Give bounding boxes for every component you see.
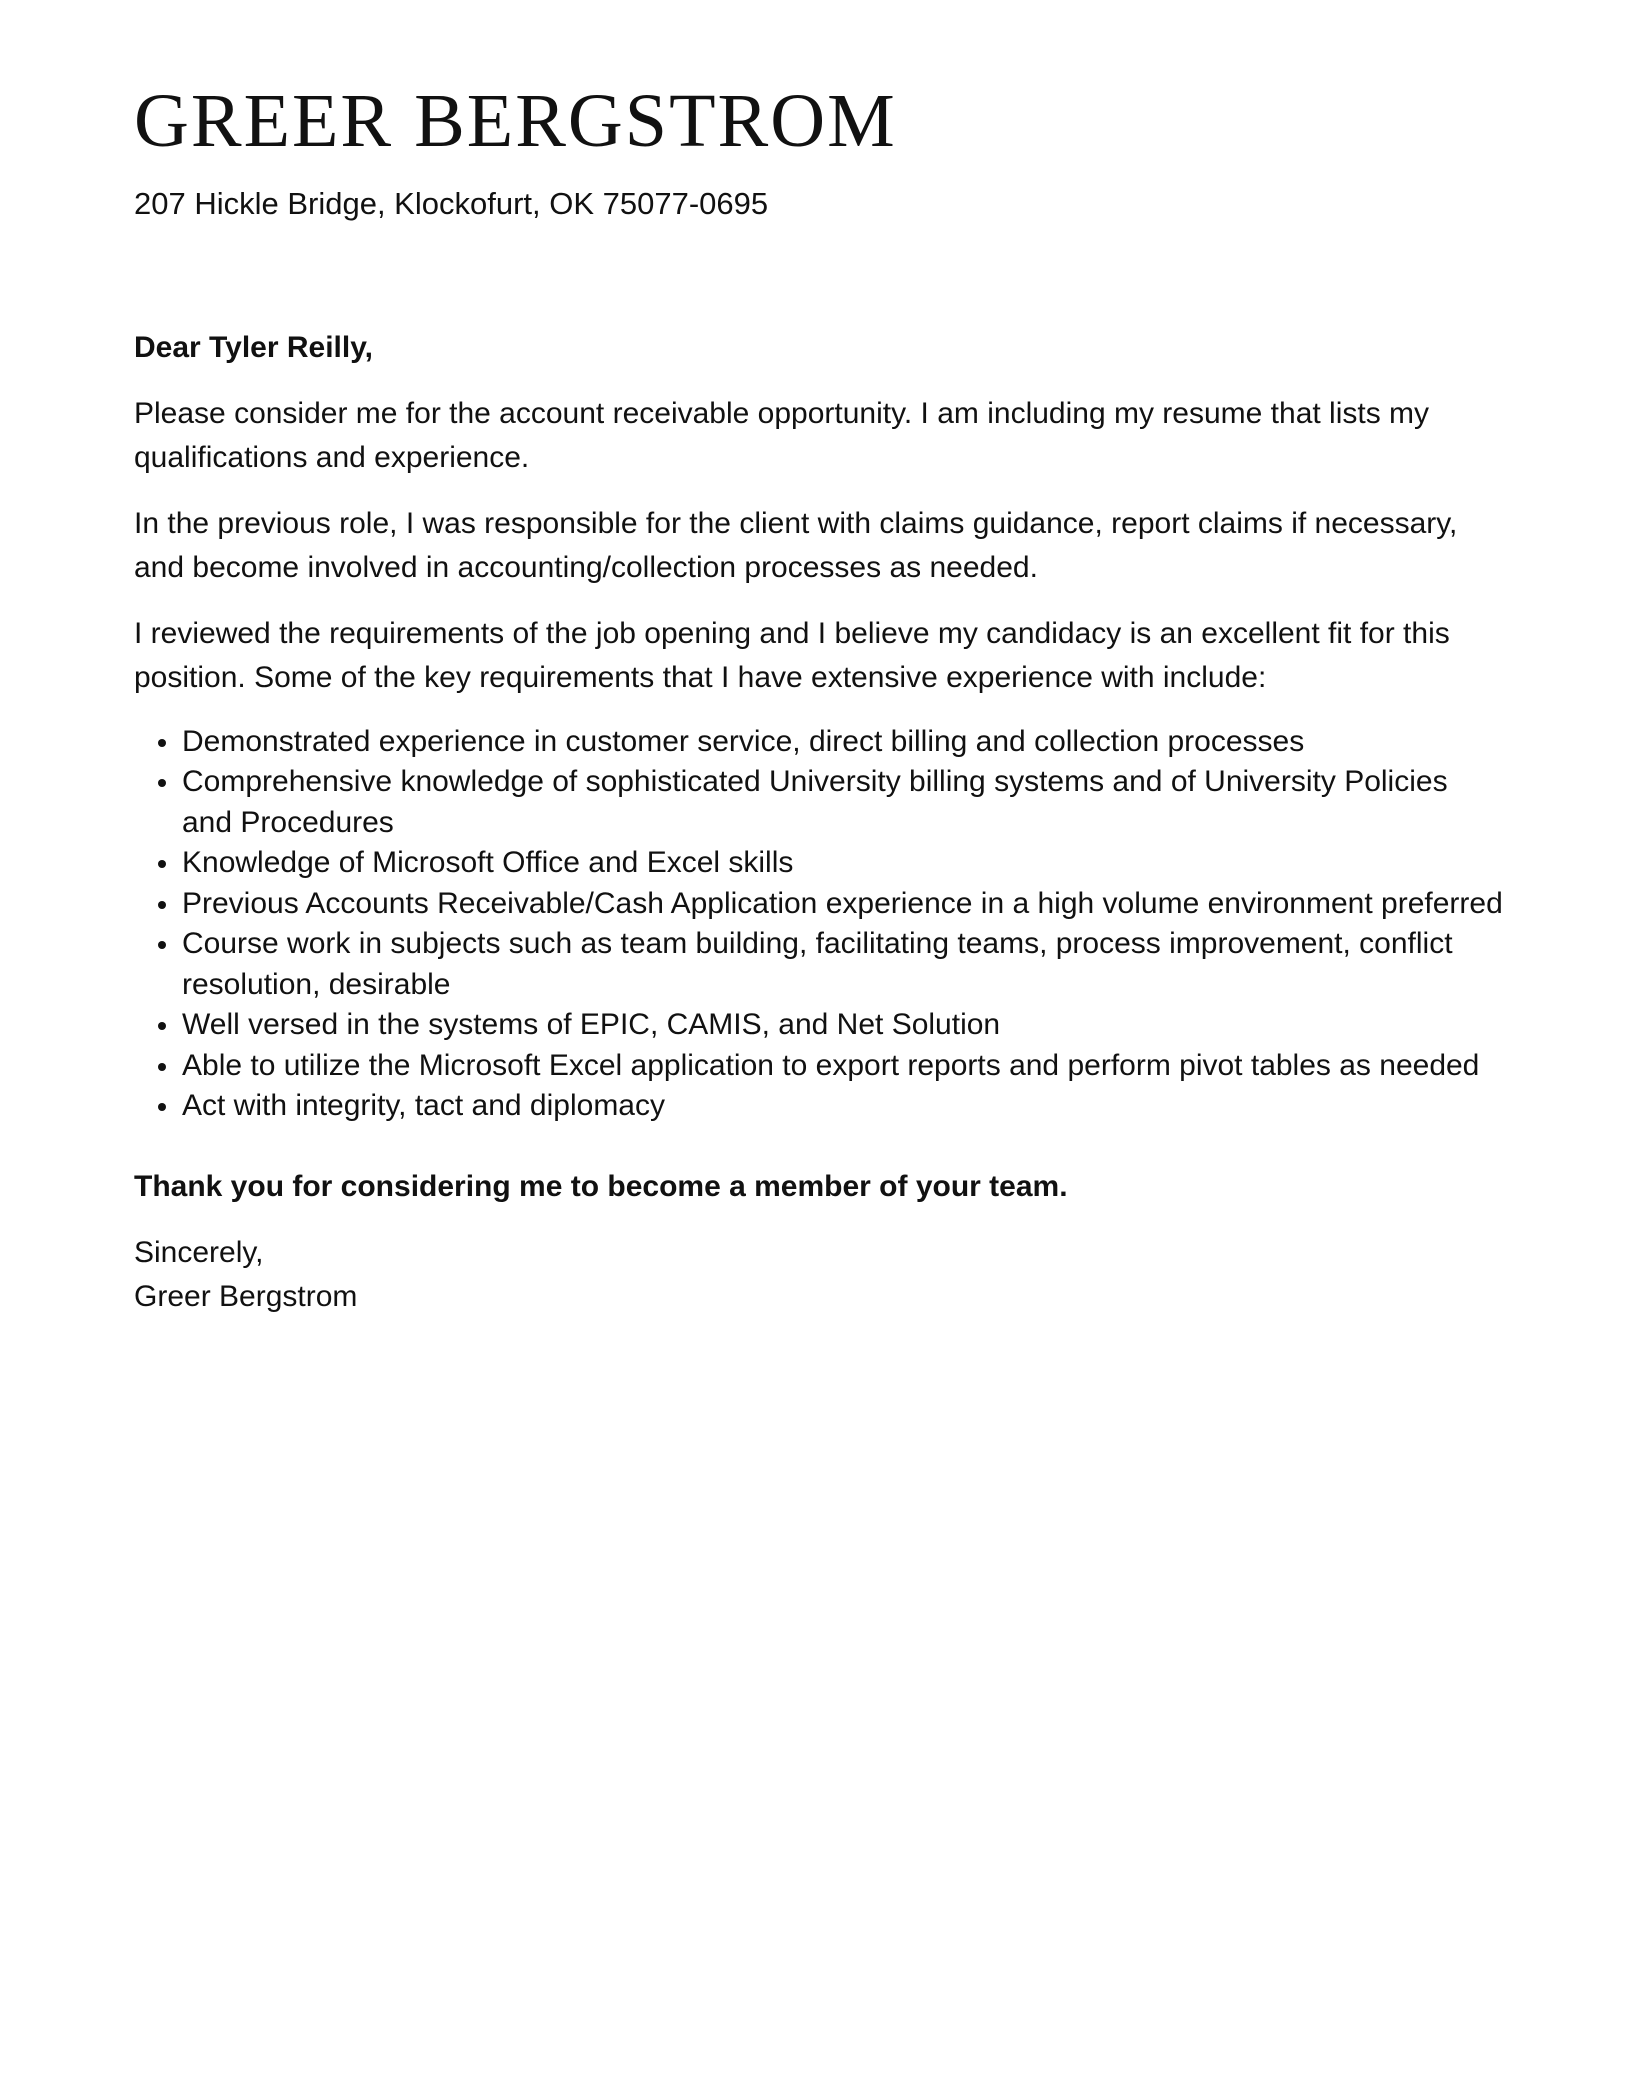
thank-you-line: Thank you for considering me to become a member of your team. (134, 1169, 1068, 1203)
list-item: Knowledge of Microsoft Office and Excel skills (182, 843, 1504, 884)
list-item: Previous Accounts Receivable/Cash Application experience in a high volume environment preferred (182, 884, 1504, 925)
list-item: Able to utilize the Microsoft Excel application to export reports and perform pivot tables as needed (182, 1046, 1504, 1087)
list-item: Comprehensive knowledge of sophisticated University billing systems and of University Policies and Procedures (182, 762, 1504, 843)
applicant-address: 207 Hickle Bridge, Klockofurt, OK 75077-0695 (134, 185, 769, 221)
cover-letter-page (134, 80, 1504, 1319)
closing: Sincerely, (134, 1235, 264, 1269)
salutation: Dear Tyler Reilly, (134, 330, 374, 364)
paragraph-previous-role: In the previous role, I was responsible for the client with claims guidance, report claims if necessary, and become involved in accounting/collection processes as needed. (134, 506, 1458, 584)
requirements-list (134, 722, 1504, 1127)
list-item: Course work in subjects such as team building, facilitating teams, process improvement, conflict resolution, desirable (182, 924, 1504, 1005)
paragraph-requirements: I reviewed the requirements of the job opening and I believe my candidacy is an excellent fit for this position. Some of the key requirements that I have extensive experience with include: (134, 616, 1450, 694)
list-item: Act with integrity, tact and diplomacy (182, 1086, 1504, 1127)
list-item: Well versed in the systems of EPIC, CAMIS, and Net Solution (182, 1005, 1504, 1046)
letter-body (134, 326, 1504, 1319)
list-item: Demonstrated experience in customer service, direct billing and collection processes (182, 722, 1504, 763)
applicant-name: GREER BERGSTROM (134, 79, 897, 163)
signer-name: Greer Bergstrom (134, 1279, 358, 1313)
paragraph-intro: Please consider me for the account receivable opportunity. I am including my resume that lists my qualifications and experience. (134, 396, 1430, 474)
